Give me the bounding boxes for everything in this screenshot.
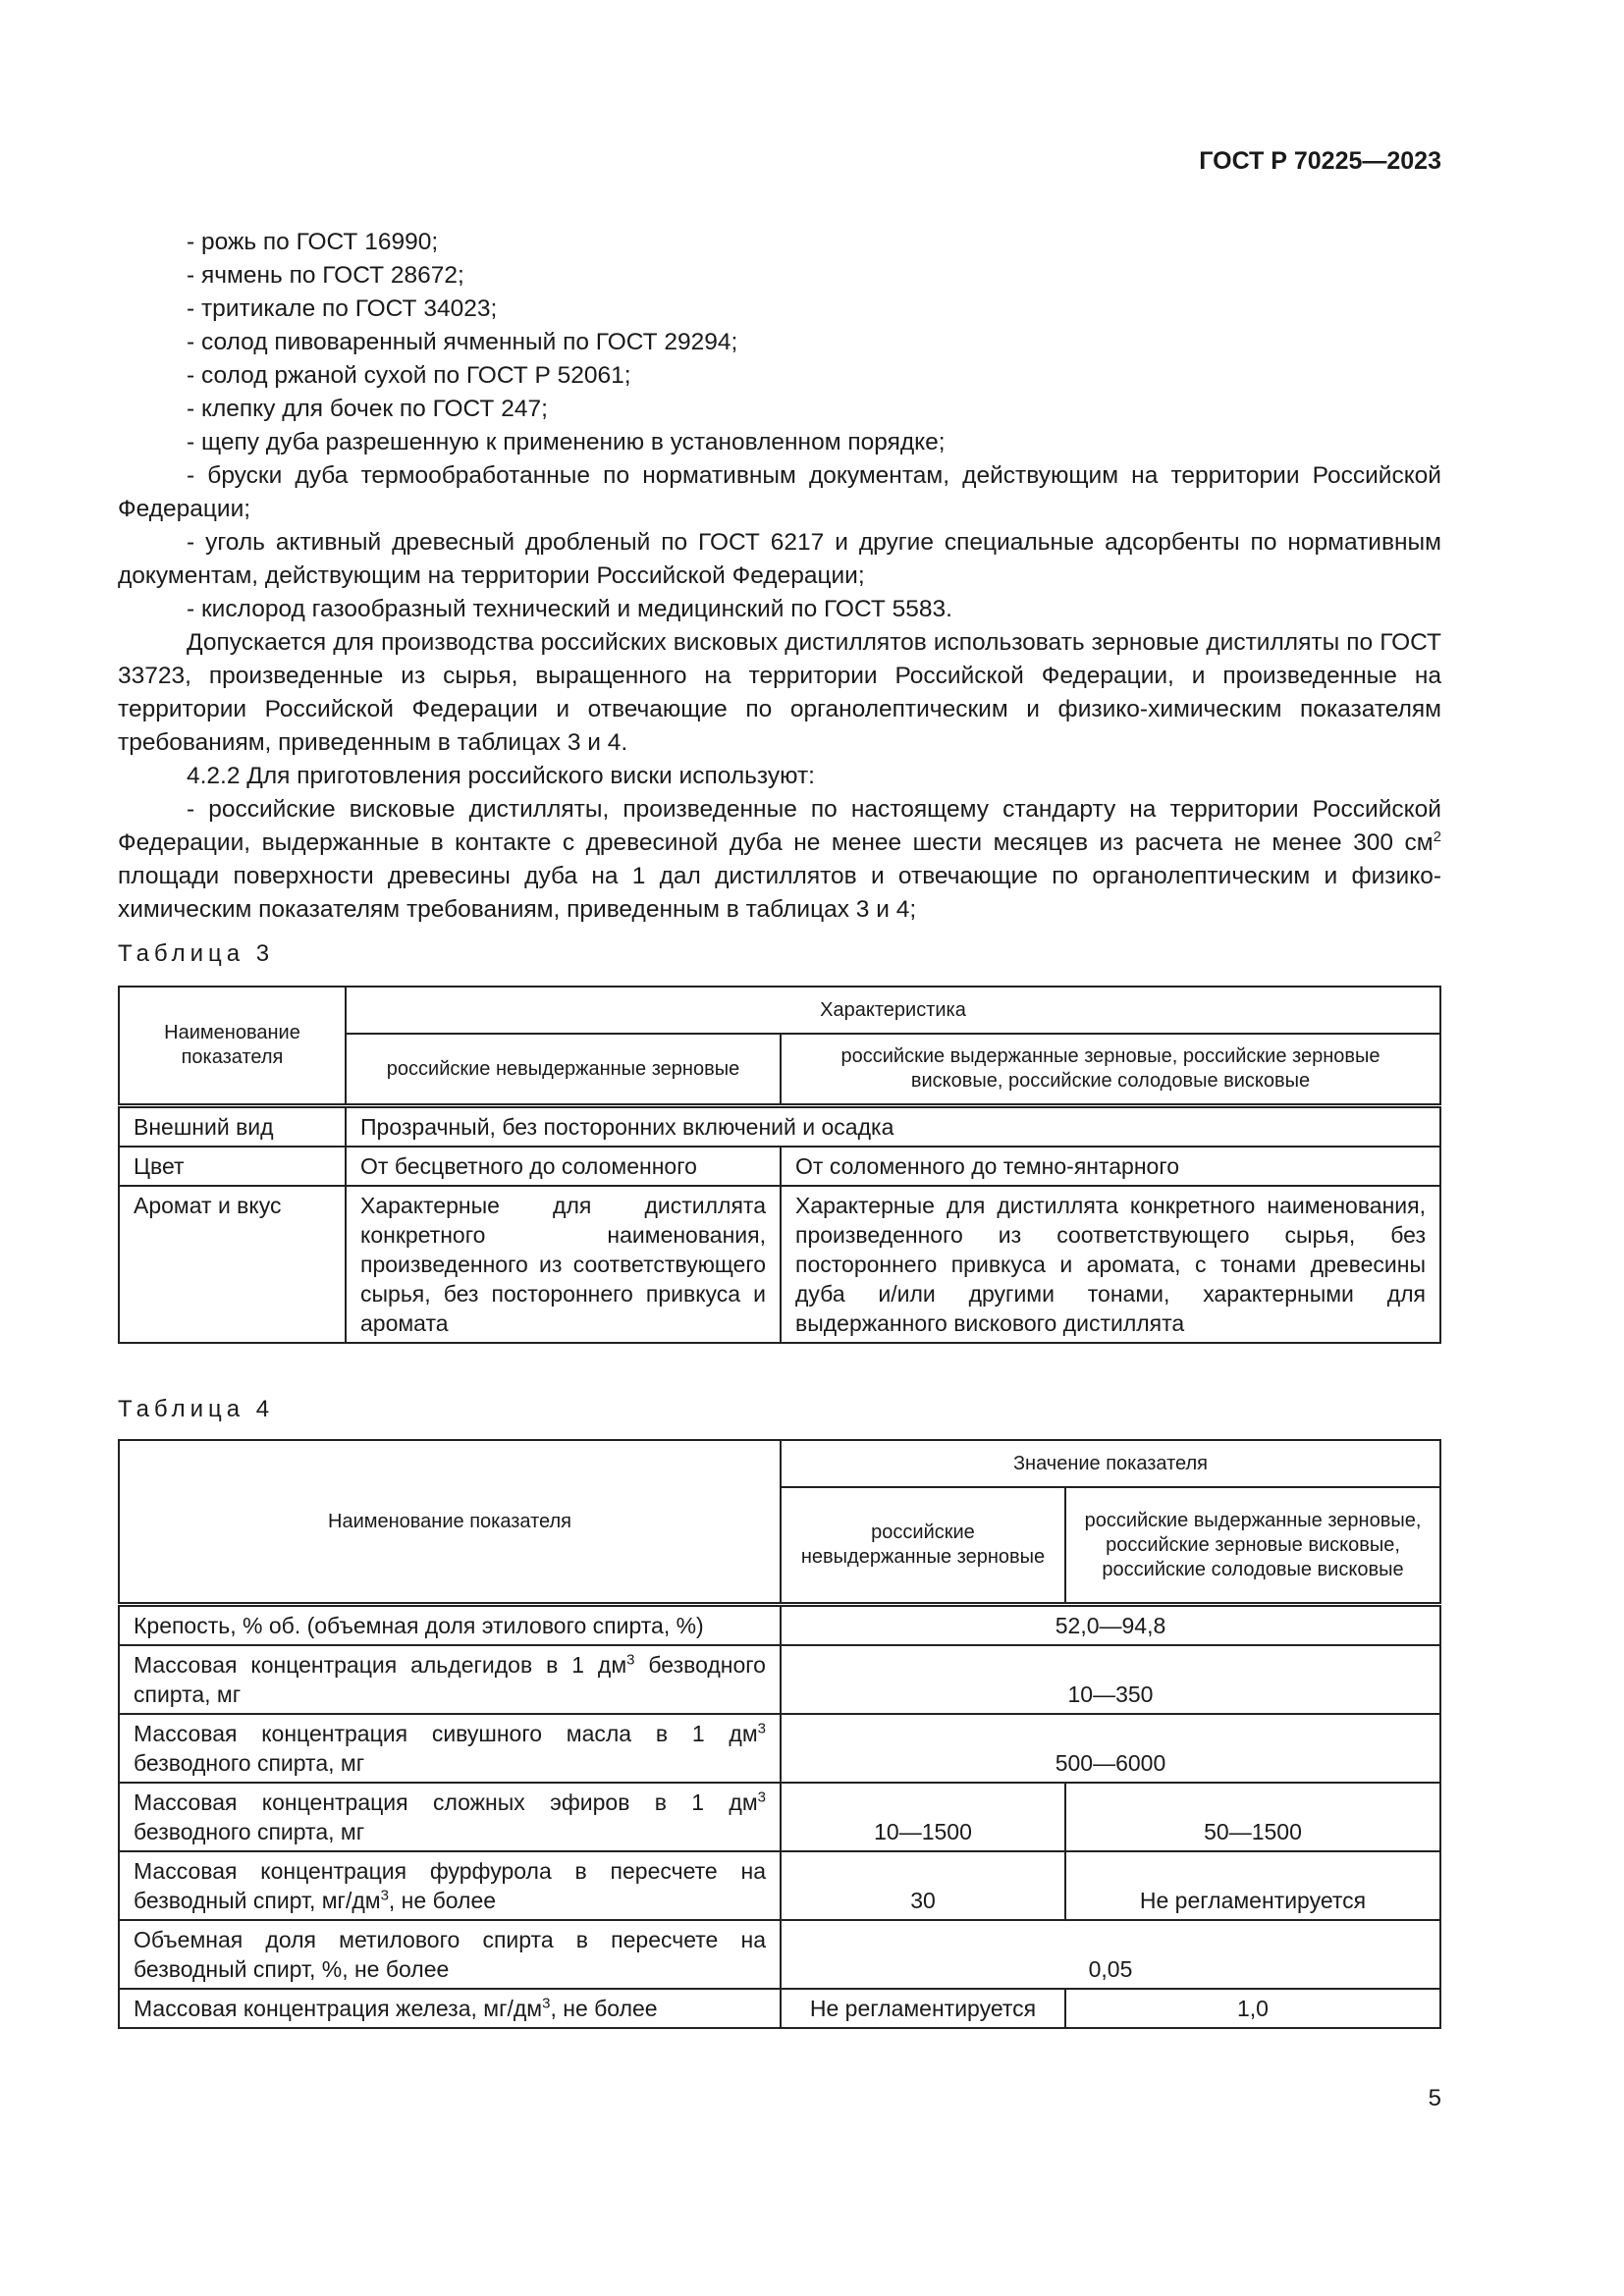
text: Массовая концентрация фурфурола в пересчете на безводный спирт, мг/дм — [134, 1858, 766, 1913]
cell-value: 50—1500 — [1065, 1783, 1440, 1851]
table-row — [119, 1186, 1440, 1343]
text: Массовая концентрация сивушного масла в 1 дм — [134, 1721, 758, 1746]
header-col2: российские выдержанные зерновые, российские зерновые висковые, российские солодовые висковые — [781, 1034, 1440, 1106]
header-col1: российские невыдержанные зерновые — [781, 1487, 1065, 1605]
cell-value: Не регламентируется — [1065, 1851, 1440, 1920]
section-heading: 4.2.2 Для приготовления российского виски используют: — [187, 763, 815, 789]
list-item: - кислород газообразный технический и медицинский по ГОСТ 5583. — [187, 596, 952, 622]
text: безводного спирта, мг — [134, 1652, 766, 1707]
cell-value: Характерные для дистиллята конкретного наименования, произведенного из соответствующего сырья, без постороннего привкуса и аромата, с тонами древесины дуба и/или другими тонами, характерными для выдержанного вискового дистиллята — [781, 1186, 1440, 1343]
table-row — [119, 1605, 1440, 1646]
cell-name — [119, 1851, 781, 1920]
text: Массовая концентрация железа, мг/дм — [134, 1996, 543, 2021]
cell-value: 10—350 — [781, 1645, 1440, 1714]
header-name: Наименование показателя — [119, 987, 346, 1106]
cell-name — [119, 1714, 781, 1783]
cell-name: Внешний вид — [119, 1106, 346, 1148]
list-item: - щепу дуба разрешенную к применению в установленном порядке; — [187, 429, 946, 455]
list-item — [118, 793, 1441, 927]
document-header: ГОСТ Р 70225—2023 — [1199, 147, 1441, 175]
text: площади поверхности древесины дуба на 1 дал дистиллятов и отвечающие по органолептическим и физико-химическим показателям требованиям, приведенным в таблицах 3 и 4; — [118, 863, 1441, 923]
cell-value: 52,0—94,8 — [781, 1605, 1440, 1646]
superscript: 3 — [626, 1651, 635, 1669]
cell-value: 0,05 — [781, 1920, 1440, 1989]
cell-value: 30 — [781, 1851, 1065, 1920]
text: , не более — [550, 1996, 658, 2021]
text: безводного спирта, мг — [134, 1819, 365, 1844]
list-item: - солод пивоваренный ячменный по ГОСТ 29294; — [187, 329, 738, 355]
cell-name: Аромат и вкус — [119, 1186, 346, 1343]
text: безводного спирта, мг — [134, 1750, 365, 1776]
header-name: Наименование показателя — [119, 1440, 781, 1605]
header-col1: российские невыдержанные зерновые — [346, 1034, 781, 1106]
cell-value: Характерные для дистиллята конкретного наименования, произведенного из соответствующего сырья, без постороннего привкуса и аромата — [346, 1186, 781, 1343]
page-number: 5 — [1428, 2085, 1441, 2111]
cell-name — [119, 1989, 781, 2028]
cell-name: Цвет — [119, 1147, 346, 1186]
table4-label: Таблица 4 — [118, 1396, 275, 1422]
text: Массовая концентрация сложных эфиров в 1 дм — [134, 1789, 758, 1815]
superscript: 2 — [1433, 828, 1441, 845]
list-item: - уголь активный древесный дробленый по ГОСТ 6217 и другие специальные адсорбенты по нормативным документам, действующим на территории Российской Федерации; — [118, 529, 1441, 589]
table-row — [119, 1106, 1440, 1148]
table3-label: Таблица 3 — [118, 940, 275, 967]
list-item: - ячмень по ГОСТ 28672; — [187, 262, 464, 289]
list-item: - тритикале по ГОСТ 34023; — [187, 295, 498, 322]
table-row — [119, 1147, 1440, 1186]
cell-name — [119, 1783, 781, 1851]
text: Массовая концентрация альдегидов в 1 дм — [134, 1652, 627, 1678]
cell-value: 1,0 — [1065, 1989, 1440, 2028]
cell-value: 10—1500 — [781, 1783, 1065, 1851]
cell-value: Прозрачный, без посторонних включений и осадка — [346, 1106, 1440, 1148]
cell-name: Объемная доля метилового спирта в пересчете на безводный спирт, %, не более — [119, 1920, 781, 1989]
table-row — [119, 1783, 1440, 1851]
table-row — [119, 1645, 1440, 1714]
table-row — [119, 1989, 1440, 2028]
table-3 — [118, 986, 1441, 1344]
cell-value: От соломенного до темно-янтарного — [781, 1147, 1440, 1186]
body-text — [118, 226, 1441, 927]
superscript: 3 — [757, 1720, 766, 1737]
table-row — [119, 1714, 1440, 1783]
text: - российские висковые дистилляты, произведенные по настоящему стандарту на территории Российской Федерации, выдержанные в контакте с древесиной дуба не менее шести месяцев из расчета не менее 300 см — [118, 796, 1441, 856]
table-row — [119, 1920, 1440, 1989]
table-row — [119, 1851, 1440, 1920]
cell-value: 500—6000 — [781, 1714, 1440, 1783]
cell-value: Не регламентируется — [781, 1989, 1065, 2028]
header-value: Значение показателя — [781, 1440, 1440, 1487]
table-4 — [118, 1439, 1441, 2029]
cell-name: Крепость, % об. (объемная доля этилового спирта, %) — [119, 1605, 781, 1646]
list-item: - рожь по ГОСТ 16990; — [187, 229, 439, 255]
paragraph: Допускается для производства российских висковых дистиллятов использовать зерновые дистилляты по ГОСТ 33723, произведенные из сырья, выращенного на территории Российской Федерации, и произведенные на территории Российской Федерации и отвечающие по органолептическим и физико-химическим показателям требованиям, приведенным в таблицах 3 и 4. — [118, 629, 1441, 756]
superscript: 3 — [757, 1789, 766, 1806]
list-item: - солод ржаной сухой по ГОСТ Р 52061; — [187, 362, 631, 389]
text: , не более — [388, 1888, 497, 1913]
header-col2: российские выдержанные зерновые, российские зерновые висковые, российские солодовые висковые — [1065, 1487, 1440, 1605]
superscript: 3 — [380, 1887, 389, 1904]
cell-name — [119, 1645, 781, 1714]
list-item: - бруски дуба термообработанные по нормативным документам, действующим на территории Российской Федерации; — [118, 462, 1441, 522]
cell-value: От бесцветного до соломенного — [346, 1147, 781, 1186]
superscript: 3 — [542, 1995, 551, 2012]
header-characteristic: Характеристика — [346, 987, 1440, 1034]
list-item: - клепку для бочек по ГОСТ 247; — [187, 396, 548, 422]
